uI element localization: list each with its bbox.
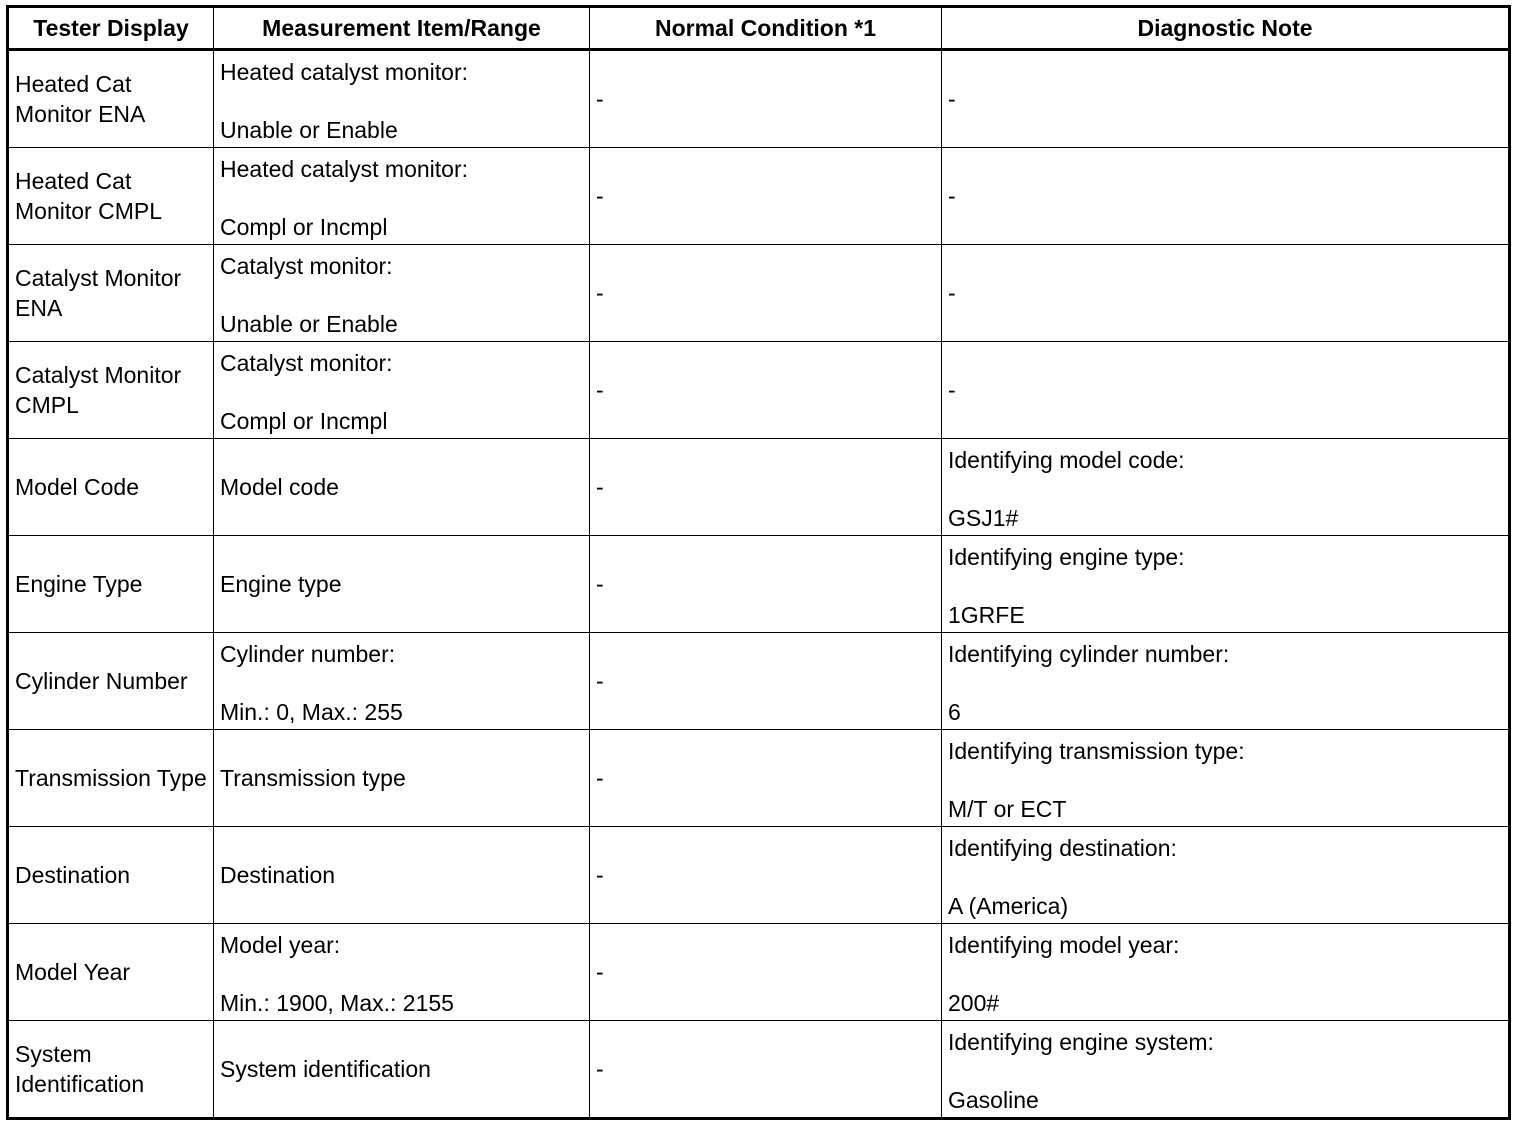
table-body [8,50,1510,1119]
measurement-item-text: Engine type [220,571,342,597]
diagnostic-note-label: - [948,280,956,306]
tester-display-text: Transmission Type [15,765,207,791]
tester-display-cell [8,924,214,1021]
diagnostic-note-label: Identifying destination: [948,835,1177,861]
diagnostic-note-label: Identifying engine type: [948,544,1185,570]
normal-condition-text: - [596,474,604,500]
normal-condition-text: - [596,377,604,403]
diagnostic-note-label: - [948,183,956,209]
normal-condition-cell [590,633,942,730]
measurement-cell [214,148,590,245]
measurement-cell [214,50,590,148]
header-measurement-item: Measurement Item/Range [214,7,590,50]
measurement-item-text: System identification [220,1056,431,1082]
table-row [8,50,1510,148]
table-header-row [8,7,1510,50]
diagnostic-note-label: Identifying transmission type: [948,738,1245,764]
diagnostic-note-label: Identifying model code: [948,447,1185,473]
tester-display-text: Catalyst Monitor CMPL [15,362,182,418]
tester-display-text: Heated Cat Monitor CMPL [15,168,162,224]
measurement-item-text: Model year: [220,932,341,958]
diagnostic-note-value: GSJ1# [948,505,1019,531]
normal-condition-text: - [596,1056,604,1082]
diagnostic-note-cell [942,827,1510,924]
tester-display-cell [8,633,214,730]
diagnostic-note-cell [942,633,1510,730]
tester-display-cell [8,827,214,924]
diagnostic-note-value: Gasoline [948,1087,1039,1113]
normal-condition-cell [590,536,942,633]
header-tester-display: Tester Display [8,7,214,50]
normal-condition-text: - [596,862,604,888]
normal-condition-text: - [596,765,604,791]
diagnostic-note-cell [942,536,1510,633]
table-row [8,730,1510,827]
measurement-range-text: Min.: 0, Max.: 255 [220,699,403,725]
diagnostic-note-label: Identifying engine system: [948,1029,1214,1055]
diagnostic-note-value: 6 [948,699,961,725]
table-row [8,633,1510,730]
measurement-item-text: Heated catalyst monitor: [220,156,469,182]
normal-condition-cell [590,148,942,245]
normal-condition-text: - [596,668,604,694]
normal-condition-cell [590,827,942,924]
tester-display-cell [8,245,214,342]
header-diagnostic-note: Diagnostic Note [942,7,1510,50]
table-row [8,342,1510,439]
normal-condition-cell [590,439,942,536]
table-row [8,827,1510,924]
normal-condition-cell [590,342,942,439]
measurement-item-text: Destination [220,862,336,888]
tester-display-text: Catalyst Monitor ENA [15,265,182,321]
diagnostic-note-label: Identifying model year: [948,932,1180,958]
normal-condition-cell [590,730,942,827]
normal-condition-text: - [596,280,604,306]
diagnostic-data-table [6,5,1511,1120]
table-row [8,148,1510,245]
measurement-item-text: Catalyst monitor: [220,350,393,376]
tester-display-text: Destination [15,862,131,888]
table-row [8,1021,1510,1119]
normal-condition-text: - [596,183,604,209]
measurement-cell [214,633,590,730]
tester-display-text: Heated Cat Monitor ENA [15,71,146,127]
tester-display-text: Model Code [15,474,140,500]
diagnostic-note-cell [942,245,1510,342]
diagnostic-note-cell [942,342,1510,439]
measurement-cell [214,730,590,827]
diagnostic-note-label: - [948,86,956,112]
diagnostic-note-cell [942,730,1510,827]
tester-display-text: Cylinder Number [15,668,188,694]
tester-display-text: Engine Type [15,571,143,597]
measurement-range-text: Unable or Enable [220,311,398,337]
table-row [8,245,1510,342]
tester-display-cell [8,730,214,827]
measurement-range-text: Compl or Incmpl [220,408,388,434]
diagnostic-note-cell [942,50,1510,148]
normal-condition-text: - [596,571,604,597]
tester-display-text: Model Year [15,959,131,985]
tester-display-cell [8,439,214,536]
normal-condition-cell [590,50,942,148]
tester-display-cell [8,148,214,245]
tester-display-cell [8,342,214,439]
measurement-range-text: Unable or Enable [220,117,398,143]
normal-condition-text: - [596,86,604,112]
diagnostic-note-value: M/T or ECT [948,796,1067,822]
measurement-range-text: Min.: 1900, Max.: 2155 [220,990,454,1016]
tester-display-text: System Identification [15,1041,145,1097]
diagnostic-note-cell [942,1021,1510,1119]
measurement-item-text: Cylinder number: [220,641,396,667]
measurement-cell [214,827,590,924]
diagnostic-note-cell [942,439,1510,536]
tester-display-cell [8,50,214,148]
tester-display-cell [8,536,214,633]
measurement-cell [214,245,590,342]
measurement-cell [214,439,590,536]
diagnostic-note-cell [942,924,1510,1021]
normal-condition-cell [590,1021,942,1119]
measurement-cell [214,342,590,439]
table-row [8,924,1510,1021]
measurement-item-text: Transmission type [220,765,406,791]
measurement-item-text: Catalyst monitor: [220,253,393,279]
normal-condition-cell [590,245,942,342]
measurement-cell [214,924,590,1021]
diagnostic-note-value: 1GRFE [948,602,1025,628]
diagnostic-note-cell [942,148,1510,245]
normal-condition-cell [590,924,942,1021]
measurement-item-text: Model code [220,474,339,500]
table-row [8,439,1510,536]
measurement-item-text: Heated catalyst monitor: [220,59,469,85]
diagnostic-note-value: A (America) [948,893,1069,919]
diagnostic-note-value: 200# [948,990,1000,1016]
normal-condition-text: - [596,959,604,985]
diagnostic-note-label: - [948,377,956,403]
measurement-range-text: Compl or Incmpl [220,214,388,240]
tester-display-cell [8,1021,214,1119]
measurement-cell [214,1021,590,1119]
header-normal-condition: Normal Condition *1 [590,7,942,50]
table-row [8,536,1510,633]
measurement-cell [214,536,590,633]
diagnostic-note-label: Identifying cylinder number: [948,641,1230,667]
